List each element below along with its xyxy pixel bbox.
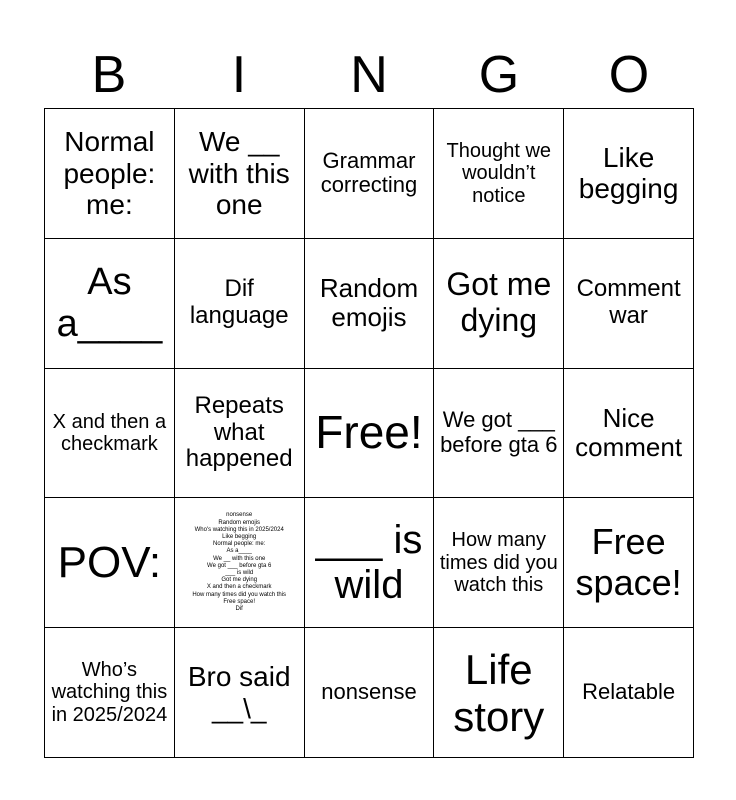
tiny-text-list (192, 512, 286, 613)
tiny-list-item: Random emojis (218, 519, 261, 526)
bingo-header (44, 44, 694, 106)
bingo-cell-r4c5-free-space[interactable]: Free space! (564, 498, 694, 628)
bingo-cell-r3c5[interactable]: Nice comment (564, 369, 694, 499)
tiny-list-item: Dif (235, 605, 243, 612)
tiny-list-item: As a____ (226, 548, 252, 555)
bingo-cell-r1c1[interactable]: Normal people: me: (45, 109, 175, 239)
tiny-list-item: Who's watching this in 2025/2024 (194, 526, 284, 533)
bingo-cell-r3c4[interactable]: We got ___ before gta 6 (434, 369, 564, 499)
bingo-cell-r1c2[interactable]: We __ with this one (175, 109, 305, 239)
header-letter-b: B (91, 46, 127, 104)
bingo-cell-r5c2[interactable]: Bro said __\_ (175, 628, 305, 758)
bingo-cell-r2c2[interactable]: Dif language (175, 239, 305, 369)
header-letter-n: N (350, 46, 388, 104)
tiny-list-item: X and then a checkmark (206, 584, 272, 591)
tiny-list-item: How many times did you watch this (192, 591, 287, 598)
bingo-cell-r3c3-free[interactable]: Free! (305, 369, 435, 499)
bingo-cell-r5c5[interactable]: Relatable (564, 628, 694, 758)
bingo-cell-r4c2-tiny-list[interactable] (175, 498, 305, 628)
bingo-cell-r2c1[interactable]: As a____ (45, 239, 175, 369)
bingo-grid (44, 108, 694, 758)
bingo-cell-r4c1[interactable]: POV: (45, 498, 175, 628)
tiny-list-item: Free space! (223, 598, 256, 605)
header-letter-g: G (478, 46, 520, 104)
tiny-list-item: Normal people: me: (213, 541, 266, 548)
header-letter-o: O (608, 46, 650, 104)
bingo-cell-r2c4[interactable]: Got me dying (434, 239, 564, 369)
bingo-cell-r2c5[interactable]: Comment war (564, 239, 694, 369)
bingo-cell-r4c4[interactable]: How many times did you watch this (434, 498, 564, 628)
tiny-list-item: Got me dying (221, 577, 258, 584)
bingo-cell-r5c3[interactable]: nonsense (305, 628, 435, 758)
bingo-cell-r5c4[interactable]: Life story (434, 628, 564, 758)
bingo-cell-r1c3[interactable]: Grammar correcting (305, 109, 435, 239)
tiny-list-item: We got ___ before gta 6 (207, 562, 272, 569)
tiny-list-item: Like begging (222, 534, 257, 541)
header-letter-i: I (231, 46, 247, 104)
tiny-list-item: ___ is wild (225, 569, 254, 576)
bingo-cell-r3c1[interactable]: X and then a checkmark (45, 369, 175, 499)
bingo-cell-r1c4[interactable]: Thought we wouldn’t notice (434, 109, 564, 239)
tiny-list-item: We __ with this one (213, 555, 266, 562)
bingo-cell-r1c5[interactable]: Like begging (564, 109, 694, 239)
bingo-cell-r2c3[interactable]: Random emojis (305, 239, 435, 369)
bingo-cell-r3c2[interactable]: Repeats what happened (175, 369, 305, 499)
bingo-cell-r4c3[interactable]: ___ is wild (305, 498, 435, 628)
tiny-list-item: nonsense (226, 512, 253, 519)
bingo-cell-r5c1[interactable]: Who’s watching this in 2025/2024 (45, 628, 175, 758)
